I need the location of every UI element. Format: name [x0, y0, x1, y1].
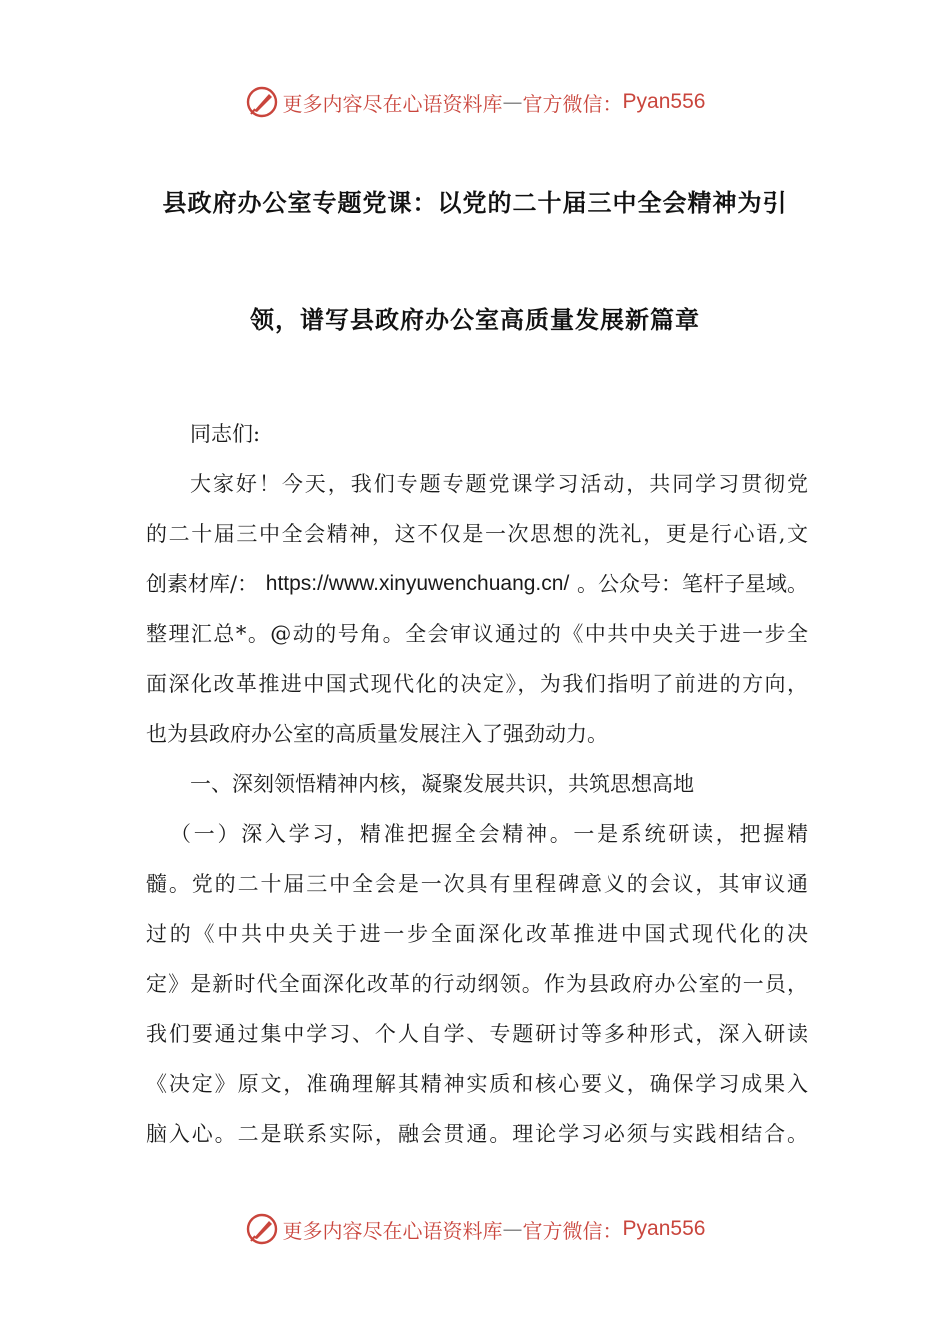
quill-logo-icon — [245, 1212, 279, 1246]
watermark-wechat-id: Pyan556 — [622, 90, 706, 113]
watermark-text: 更多内容尽在心语资料库 — [282, 1218, 503, 1243]
body-line: 《决定》原文，准确理解其精神实质和核心要义，确保学习成果入 — [146, 1072, 808, 1096]
watermark-label: 官方微信： — [522, 91, 623, 116]
body-text: 创素材库/： — [146, 572, 259, 596]
body-line: （一）深入学习，精准把握全会精神。一是系统研读，把握精 — [170, 822, 808, 846]
watermark-wechat-id: Pyan556 — [622, 1217, 706, 1240]
body-text: 。公众号：笔杆子星域。 — [576, 572, 808, 596]
body-line: 也为县政府办公室的高质量发展注入了强劲动力。 — [146, 722, 608, 746]
body-line: 整理汇总*。@动的号角。全会审议通过的《中共中央关于进一步全 — [146, 622, 808, 646]
watermark-separator: — — [502, 90, 523, 114]
watermark-text: 更多内容尽在心语资料库 — [282, 91, 503, 116]
body-line: 定》是新时代全面深化改革的行动纲领。作为县政府办公室的一员， — [146, 972, 808, 996]
body-line-with-url — [146, 568, 808, 600]
header-watermark — [0, 84, 950, 120]
body-line: 面深化改革推进中国式现代化的决定》，为我们指明了前进的方向， — [146, 672, 808, 696]
body-line: 过的《中共中央关于进一步全面深化改革推进中国式现代化的决 — [146, 922, 808, 946]
body-line: 大家好！今天，我们专题专题党课学习活动，共同学习贯彻党 — [190, 472, 808, 496]
document-title-line-2: 领，谱写县政府办公室高质量发展新篇章 — [250, 306, 700, 334]
footer-watermark — [0, 1211, 950, 1247]
body-line: 脑入心。二是联系实际，融会贯通。理论学习必须与实践相结合。 — [146, 1122, 808, 1146]
quill-logo-icon — [245, 85, 279, 119]
body-line: 我们要通过集中学习、个人自学、专题研讨等多种形式，深入研读 — [146, 1022, 808, 1046]
website-url: https://www.xinyuwenchuang.cn/ — [265, 572, 570, 595]
section-heading: 一、深刻领悟精神内核，凝聚发展共识，共筑思想高地 — [190, 772, 694, 796]
greeting: 同志们: — [190, 422, 261, 446]
document-title-line-1: 县政府办公室专题党课：以党的二十届三中全会精神为引 — [162, 189, 788, 217]
body-line: 髓。党的二十届三中全会是一次具有里程碑意义的会议，其审议通 — [146, 872, 808, 896]
body-line: 的二十届三中全会精神，这不仅是一次思想的洗礼，更是行心语,文 — [146, 522, 808, 546]
watermark-separator: — — [502, 1217, 523, 1241]
watermark-label: 官方微信： — [522, 1218, 623, 1243]
